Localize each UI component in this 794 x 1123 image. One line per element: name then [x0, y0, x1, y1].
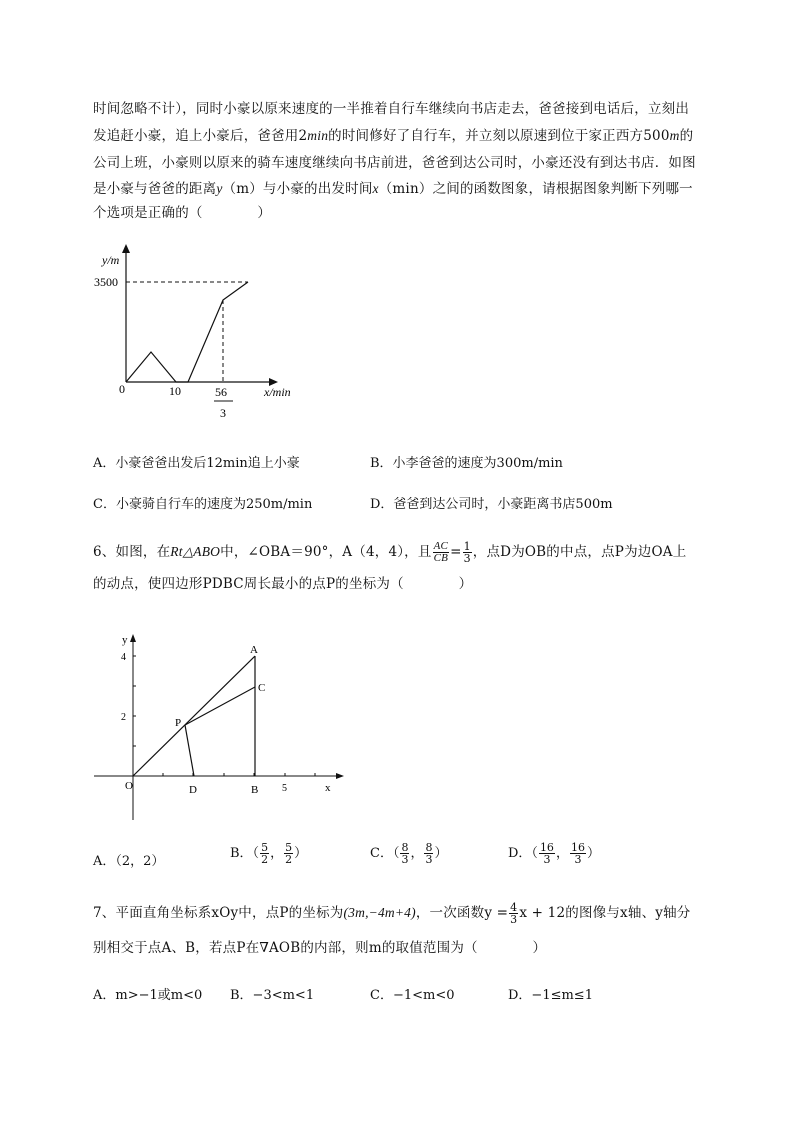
- q6-c-n1: 8: [401, 841, 409, 854]
- q6-b-sep: ，: [270, 846, 284, 861]
- q5-line2-unit: min: [307, 128, 329, 143]
- q7-text-line-2: 别相交于点A、B，若点P在∇AOB的内部，则m的取值范围为（ ）: [93, 940, 547, 956]
- q7-line1-part-c: x + 12的图像与x轴、y轴分: [519, 905, 691, 921]
- q6-d-d1: 3: [543, 853, 551, 866]
- q7-option-c[interactable]: C．−1<m<0: [370, 988, 455, 1003]
- q6-c-prefix: C．（: [370, 846, 400, 861]
- q6-ac-cb-fraction: [433, 541, 449, 564]
- q6-b-n2: 5: [285, 841, 293, 854]
- q5-line4-part-c: 之间的函数图象，请根据图象判断下列哪一: [432, 181, 693, 197]
- q6-c-sep: ，: [410, 846, 424, 861]
- q6-d-close: ）: [586, 846, 600, 861]
- q6-d-n2: 16: [570, 841, 585, 854]
- q6-text-line-1: [93, 540, 686, 564]
- q5-x-tick-10: 10: [169, 384, 181, 398]
- q5-text-line-2: [93, 126, 693, 146]
- q6-x-axis-arrow: [336, 773, 344, 779]
- q6-tick-5: 5: [282, 783, 287, 794]
- q6-option-d[interactable]: [508, 842, 600, 865]
- q6-point-d-label: D: [189, 784, 197, 796]
- q5-line4-y-unit: （m）: [222, 181, 263, 197]
- q6-c-n2: 8: [425, 841, 433, 854]
- q6-y-axis-arrow: [130, 634, 136, 642]
- q5-line2-part-a: 发追赶小豪，追上小豪后，爸爸用: [93, 128, 299, 144]
- q6-d-frac-2: [570, 842, 586, 865]
- q6-b-frac-2: [284, 842, 293, 865]
- q6-b-n1: 5: [261, 841, 269, 854]
- q5-line2-num: 2: [298, 128, 308, 144]
- q5-line4-y: y: [216, 181, 223, 196]
- q6-geometry-figure: [90, 630, 350, 825]
- q5-x-label: x/min: [264, 385, 291, 399]
- q5-option-d[interactable]: D．爸爸到达公司时，小豪距离书店500m: [370, 497, 613, 512]
- q5-y-axis-arrow: [122, 244, 130, 253]
- q5-origin-label: 0: [119, 382, 125, 396]
- q5-line4-part-b: 与小豪的出发时间: [262, 181, 373, 197]
- q5-line4-part-a: 是小豪与爸爸的距离: [93, 181, 217, 197]
- q6-ratio-fraction: [463, 541, 472, 564]
- q6-line1-part-c: ，点D为OB的中点，点P为边OA上: [472, 544, 687, 560]
- q5-text-line-1: 时间忽略不计），同时小豪以原来速度的一半推着自行车继续向书店走去，爸爸接到电话后，立刻出: [93, 101, 690, 117]
- q6-tick-2: 2: [121, 712, 126, 723]
- q6-d-d2: 3: [574, 853, 582, 866]
- q5-graph-polyline: [126, 282, 248, 382]
- q5-line4-x-unit: （min）: [378, 181, 433, 197]
- q6-option-c[interactable]: [370, 842, 447, 865]
- q6-point-a-label: A: [250, 644, 258, 656]
- q6-b-close: ）: [294, 846, 308, 861]
- q6-d-frac-1: [539, 842, 555, 865]
- q5-x-tick-3: 3: [220, 406, 226, 420]
- q5-y-label: y/m: [102, 253, 120, 267]
- q7-slope-num: 4: [510, 901, 518, 914]
- q6-point-b-label: B: [251, 784, 259, 796]
- q5-line2-part-c: 的: [679, 128, 694, 144]
- q6-b-d1: 2: [261, 853, 269, 866]
- q6-c-frac-2: [424, 842, 433, 865]
- q6-frac-num: AC: [433, 540, 449, 552]
- q5-text-line-4: [93, 179, 693, 199]
- q6-b-prefix: B．（: [230, 846, 260, 861]
- q6-equals: =: [450, 544, 462, 560]
- q6-c-close: ）: [434, 846, 448, 861]
- q6-segment-oa: [133, 656, 255, 776]
- q5-distance-time-graph: [90, 240, 310, 430]
- q6-d-sep: ，: [555, 846, 569, 861]
- q5-y-tick-3500: 3500: [94, 275, 118, 289]
- q6-d-n1: 16: [539, 841, 554, 854]
- q6-c-d2: 3: [425, 853, 433, 866]
- q5-text-line-3: 公司上班，小豪则以原来的骑车速度继续向书店前进，爸爸到达公司时，小豪还没有到达书店．如图: [93, 155, 696, 171]
- q5-line2-unit2: m: [669, 128, 680, 143]
- q6-b-d2: 2: [285, 853, 293, 866]
- q7-line1-part-b: ，一次函数y =: [415, 905, 509, 921]
- q6-line1-part-b: 中，∠OBA＝90°，A（4，4），且: [220, 544, 432, 560]
- q6-tick-4: 4: [121, 652, 126, 663]
- q7-line1-part-a: 7、平面直角坐标系xOy中，点P的坐标为: [93, 905, 344, 921]
- q6-ratio-den: 3: [463, 552, 471, 565]
- q6-line1-part-a: 6、如图，在: [93, 544, 171, 560]
- q5-option-c[interactable]: C．小豪骑自行车的速度为250m/min: [93, 497, 313, 512]
- q5-text-line-5: 个选项是正确的（ ）: [93, 205, 272, 221]
- q6-point-p-label: P: [175, 717, 182, 729]
- q5-option-a[interactable]: A．小豪爸爸出发后12min追上小豪: [93, 456, 300, 471]
- q6-b-frac-1: [260, 842, 269, 865]
- q6-c-frac-1: [400, 842, 409, 865]
- q5-line2-dist: 500: [643, 128, 670, 144]
- q5-option-b[interactable]: B．小李爸爸的速度为300m/min: [370, 456, 563, 471]
- q7-option-d[interactable]: D．−1≤m≤1: [508, 988, 593, 1003]
- q6-option-a[interactable]: A．（2，2）: [93, 854, 165, 869]
- q5-line4-x: x: [372, 181, 379, 196]
- q7-slope-fraction: [509, 902, 518, 925]
- q6-d-prefix: D．（: [508, 846, 538, 861]
- q6-ratio-num: 1: [463, 540, 471, 553]
- q7-text-line-1: [93, 900, 691, 926]
- q6-y-label: y: [122, 634, 128, 646]
- q5-line2-part-b: 的时间修好了自行车，并立刻以原速到位于家正西方: [328, 128, 644, 144]
- q6-segment-pc: [185, 687, 255, 725]
- q5-x-tick-56: 56: [215, 385, 227, 399]
- q6-segment-pd: [185, 725, 194, 776]
- q6-origin-label: O: [125, 780, 133, 792]
- q6-point-c-label: C: [258, 682, 266, 694]
- q7-option-b[interactable]: B．−3<m<1: [230, 988, 315, 1003]
- q6-frac-den: CB: [433, 552, 449, 564]
- q6-x-label: x: [325, 782, 331, 794]
- q6-text-line-2: 的动点，使四边形PDBC周长最小的点P的坐标为（ ）: [93, 576, 473, 592]
- q7-point-coords: (3m,−4m+4): [343, 905, 416, 920]
- q7-option-a[interactable]: A．m>−1或m<0: [93, 988, 203, 1003]
- q7-slope-den: 3: [510, 913, 518, 926]
- q6-triangle-name: Rt△ABO: [170, 544, 221, 559]
- q6-option-b[interactable]: [230, 842, 307, 865]
- q6-c-d1: 3: [401, 853, 409, 866]
